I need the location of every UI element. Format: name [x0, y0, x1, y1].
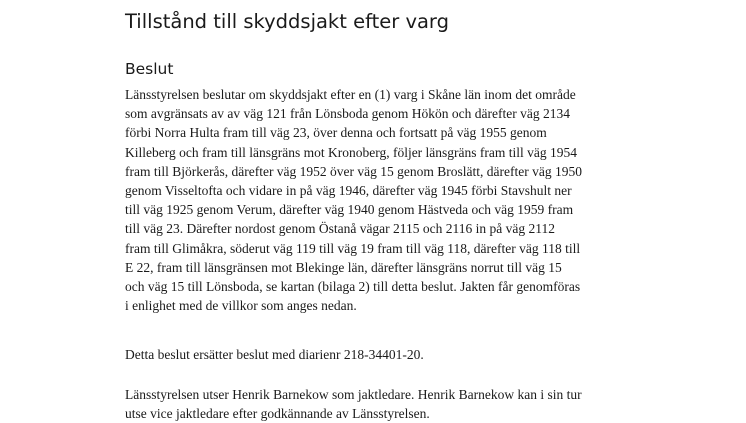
- text-line: i enlighet med de villkor som anges nedan.: [125, 298, 357, 314]
- text-line: Länsstyrelsen utser Henrik Barnekow som jaktledare. Henrik Barnekow kan i sin tur: [125, 387, 582, 402]
- text-line: Länsstyrelsen beslutar om skyddsjakt efter en (1) varg i Skåne län inom det område: [125, 87, 576, 102]
- document-title: Tillstånd till skyddsjakt efter varg: [125, 10, 449, 33]
- text-line: förbi Norra Hulta fram till väg 23, över denna och fortsatt på väg 1955 genom: [125, 125, 547, 141]
- text-line: genom Visseltofta och vidare in på väg 1946, därefter väg 1945 förbi Stavshult ner: [125, 183, 572, 199]
- section-heading-beslut: Beslut: [125, 60, 174, 78]
- text-line: till väg 1925 genom Verum, därefter väg 1940 genom Hästveda och väg 1959 fram: [125, 202, 574, 218]
- text-line: utse vice jaktledare efter godkännande av Länsstyrelsen.: [125, 406, 430, 422]
- text-line: till väg 23. Därefter nordost genom Östanå vägar 2115 och 2116 in på väg 2112: [125, 221, 556, 237]
- text-line: fram till Björkerås, därefter väg 1952 över väg 15 genom Broslätt, därefter väg 1950: [125, 163, 582, 179]
- paragraph-replaces-decision: [125, 345, 424, 364]
- text-line: och väg 15 till Lönsboda, se kartan (bilaga 2) till detta beslut. Jakten får genomföras: [125, 279, 581, 295]
- text-line: Detta beslut ersätter beslut med diarienr 218-34401-20.: [125, 347, 424, 362]
- paragraph-hunt-leader: [125, 385, 582, 423]
- text-line: Killeberg och fram till länsgräns mot Kronoberg, följer länsgräns fram till väg 1954: [125, 144, 578, 160]
- text-line: E 22, fram till länsgränsen mot Blekinge län, därefter länsgräns norrut till väg 15: [125, 259, 562, 275]
- paragraph-decision: [125, 85, 582, 315]
- text-line: som avgränsats av av väg 121 från Lönsboda genom Hökön och därefter väg 2134: [125, 106, 570, 122]
- text-line: fram till Glimåkra, söderut väg 119 till väg 19 fram till väg 118, därefter väg 118 till: [125, 240, 581, 256]
